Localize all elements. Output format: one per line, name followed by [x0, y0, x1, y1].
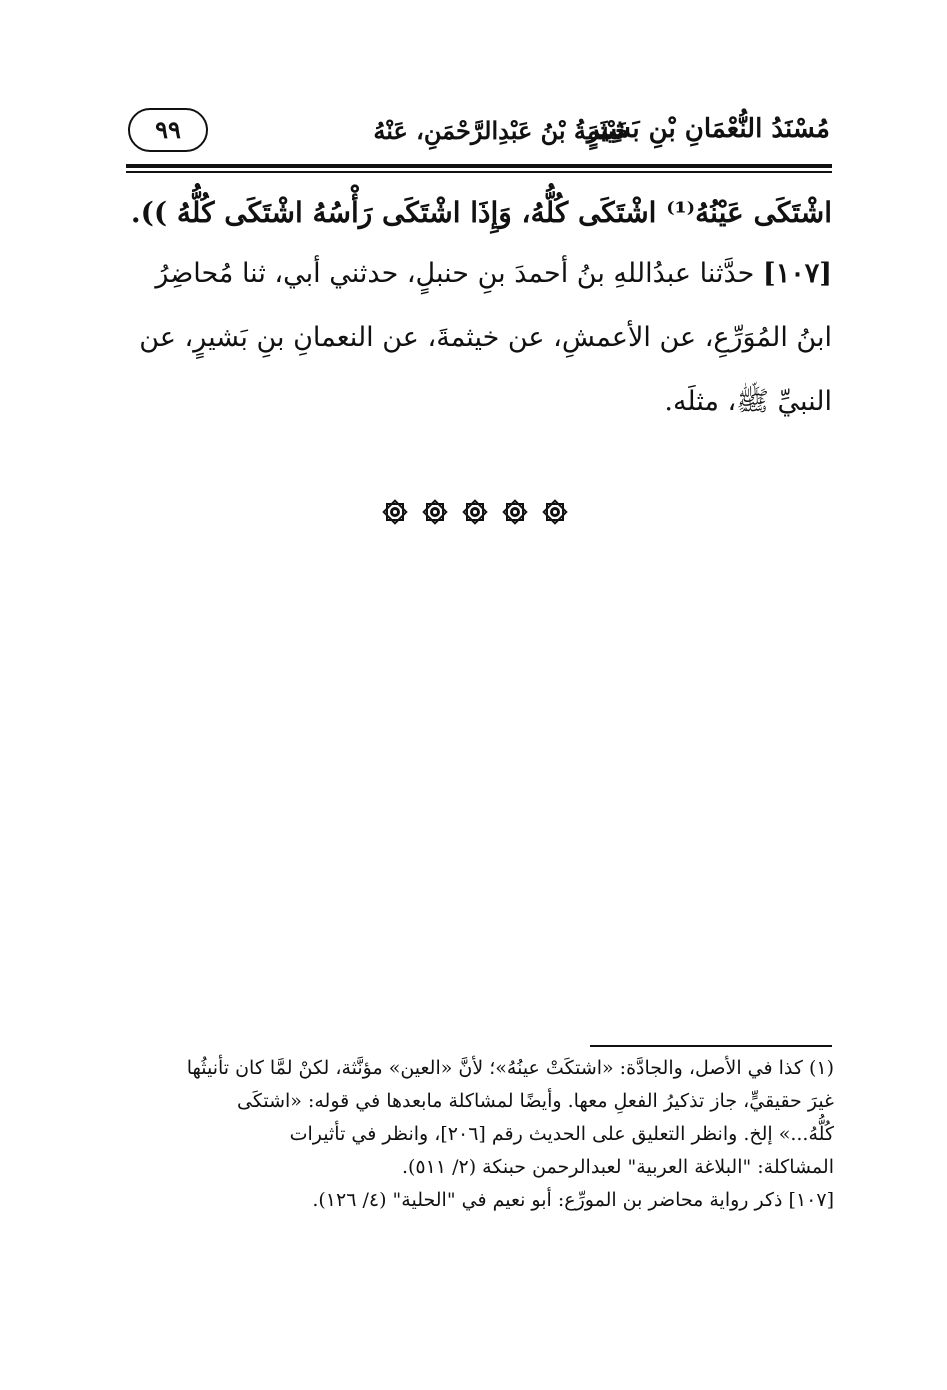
hadith-107-line-1: [120, 242, 832, 306]
flower-ornament-icon: [500, 497, 530, 527]
page-header: [120, 100, 830, 160]
footnote-1-line-4: المشاكلة: "البلاغة العربية" لعبدالرحمن حبنكة (٢/ ٥١١).: [401, 1156, 834, 1178]
flower-ornament-icon: [420, 497, 450, 527]
running-title-musnad: مُسْنَدُ النُّعْمَانِ بْنِ بَشِيرٍ: [586, 114, 830, 144]
main-text: [120, 180, 832, 434]
running-title-chapter: خَيْثَمَةُ بْنُ عَبْدِالرَّحْمَنِ، عَنْهُ: [373, 116, 630, 145]
flower-ornament-icon: [540, 497, 570, 527]
footnotes: [108, 1052, 834, 1217]
footnote-1-line-3: كُلُّهُ...» إلخ. وانظر التعليق على الحديث رقم [٢٠٦]، وانظر في تأثيرات: [289, 1123, 834, 1145]
hadith-ending-line: اشْتَكَى عَيْنُهُ⁽¹⁾ اشْتَكَى كُلُّهُ، وَإِذَا اشْتَكَى رَأْسُهُ اشْتَكَى كُلُّهُ )).: [130, 196, 832, 229]
hadith-number: [١٠٧]: [762, 258, 832, 289]
hadith-107-line-3: النبيِّ ﷺ، مثلَه.: [664, 386, 832, 417]
footnote-1-line-2: غيرَ حقيقيٍّ، جاز تذكيرُ الفعلِ معها. وأيضًا لمشاكلة مابعدها في قوله: «اشتكَى: [237, 1090, 834, 1112]
isnad-text: حدَّثنا عبدُاللهِ بنُ أحمدَ بنِ حنبلٍ، حدثني أبي، ثنا مُحاضِرُ: [155, 258, 763, 289]
hadith-107-line-2: ابنُ المُوَرِّعِ، عن الأعمشِ، عن خيثمةَ، عن النعمانِ بنِ بَشيرٍ، عن: [139, 322, 832, 353]
header-rule-thin: [126, 171, 832, 173]
flower-ornament-icon: [460, 497, 490, 527]
flower-ornament-icon: [380, 497, 410, 527]
section-divider-ornaments: [380, 496, 570, 528]
footnote-1-line-1: (١) كذا في الأصل، والجادَّة: «اشتكَتْ عينُهُ»؛ لأنَّ «العين» مؤنَّثة، لكنْ لمَّا كان تأنيثُها: [186, 1057, 834, 1079]
footnote-separator: [590, 1045, 832, 1047]
page-number: ٩٩: [128, 108, 208, 152]
header-rule-thick: [126, 164, 832, 168]
footnote-107: [١٠٧] ذكر رواية محاضر بن المورِّع: أبو نعيم في "الحلية" (٤/ ١٢٦).: [312, 1189, 834, 1211]
